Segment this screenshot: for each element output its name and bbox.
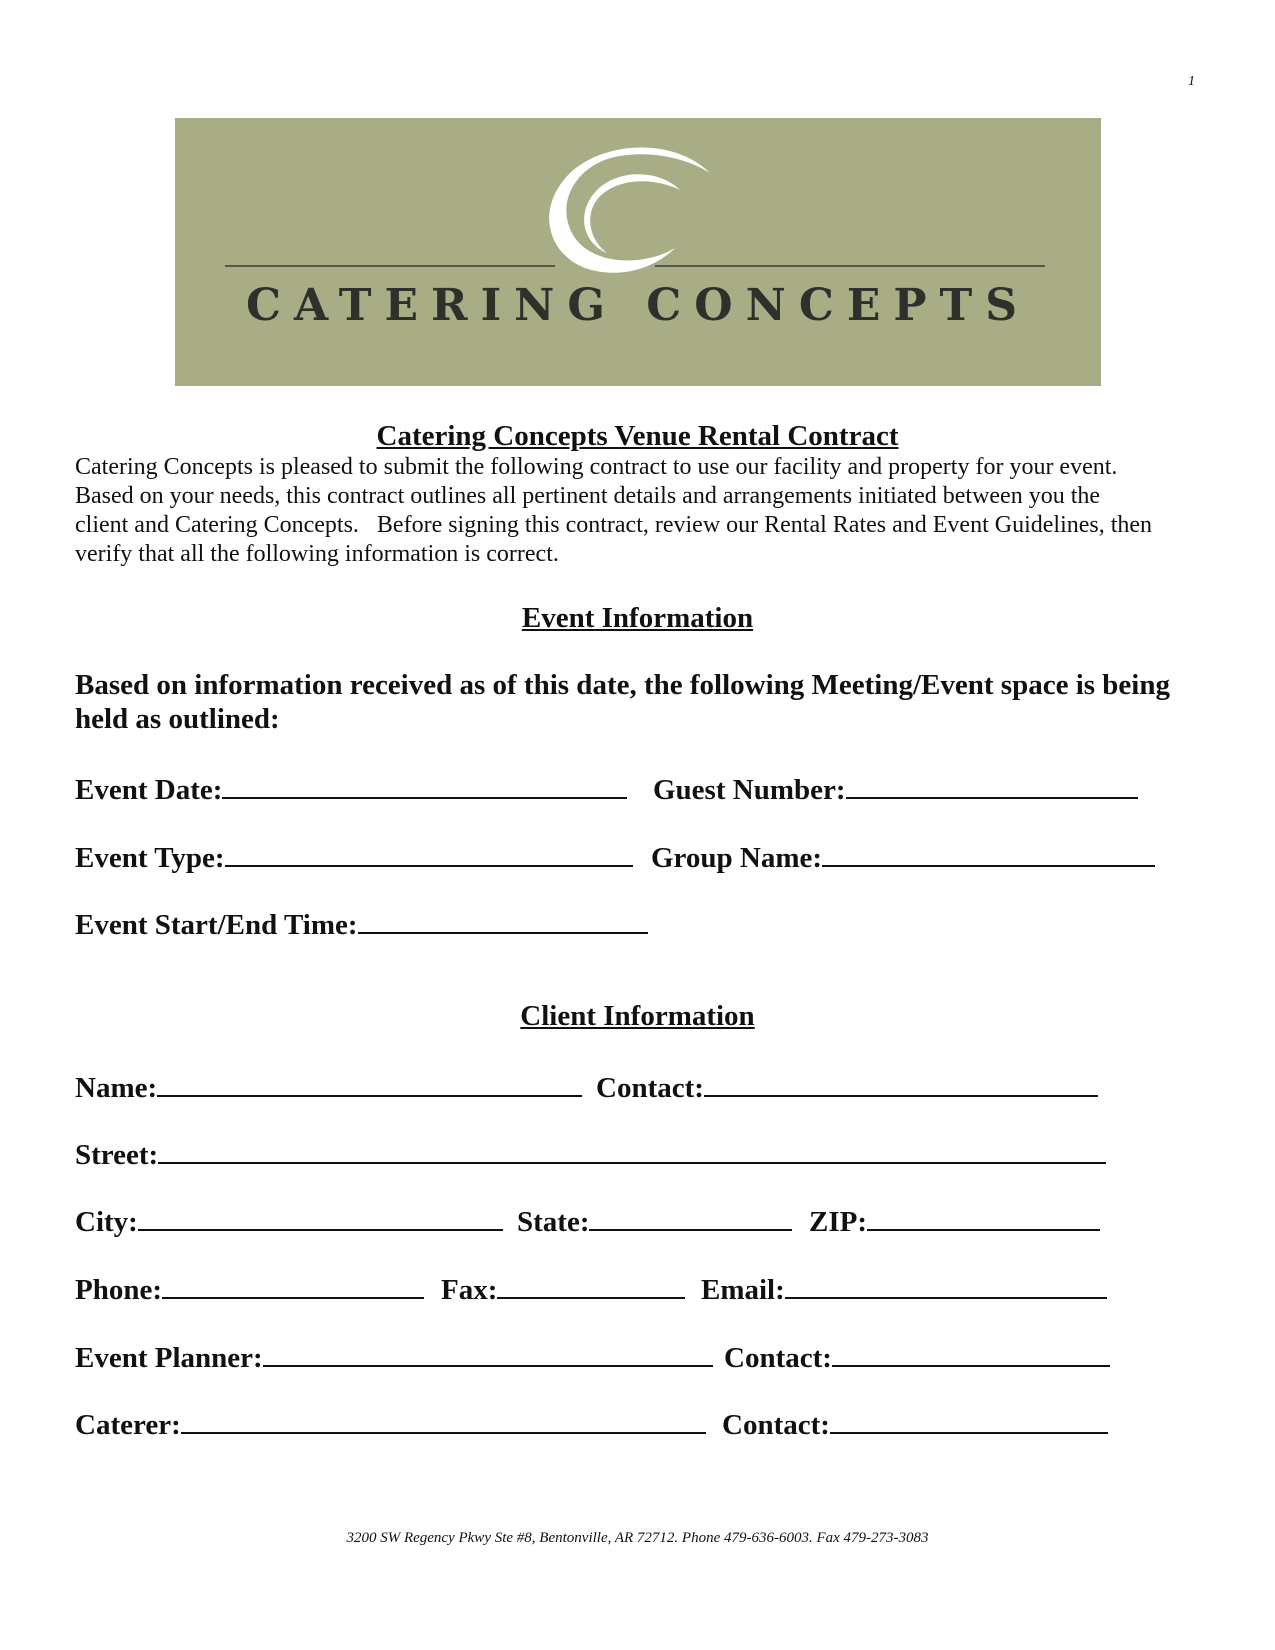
zip-field[interactable] <box>809 1202 1100 1239</box>
city-line[interactable] <box>138 1202 503 1231</box>
event-information-heading: Event Information <box>521 602 754 634</box>
state-label: State: <box>517 1206 590 1238</box>
event-planner-label: Event Planner: <box>75 1342 263 1374</box>
event-planner-field[interactable] <box>75 1338 713 1375</box>
logo-swirl-icon <box>175 118 1101 386</box>
group-name-field[interactable] <box>651 838 1155 875</box>
footer-address: 3200 SW Regency Pkwy Ste #8, Bentonville, AR 72712. Phone 479-636-6003. Fax 479-273-3083 <box>346 1530 929 1546</box>
caterer-field[interactable] <box>75 1405 706 1442</box>
planner-contact-line[interactable] <box>832 1338 1110 1367</box>
contact-line[interactable] <box>704 1068 1098 1097</box>
contact-label: Contact: <box>596 1072 704 1104</box>
client-information-heading: Client Information <box>520 1000 755 1032</box>
zip-line[interactable] <box>867 1202 1100 1231</box>
event-date-line[interactable] <box>222 770 627 799</box>
event-date-label: Event Date: <box>75 774 223 806</box>
guest-number-line[interactable] <box>846 770 1138 799</box>
event-type-line[interactable] <box>225 838 633 867</box>
street-field[interactable] <box>75 1135 1106 1172</box>
event-date-field[interactable] <box>75 770 627 807</box>
street-label: Street: <box>75 1139 159 1171</box>
phone-line[interactable] <box>162 1270 424 1299</box>
event-planner-line[interactable] <box>263 1338 713 1367</box>
phone-label: Phone: <box>75 1274 162 1306</box>
intro-line: verify that all the following information is correct. <box>75 541 559 567</box>
caterer-line[interactable] <box>181 1405 706 1434</box>
name-field[interactable] <box>75 1068 582 1105</box>
planner-contact-label: Contact: <box>724 1342 832 1374</box>
event-lead-text: Based on information received as of this date, the following Meeting/Event space is being held as outlined: <box>75 669 1170 735</box>
intro-line: Based on your needs, this contract outlines all pertinent details and arrangements initiated between you the <box>75 483 1101 509</box>
fax-label: Fax: <box>441 1274 498 1306</box>
state-line[interactable] <box>589 1202 792 1231</box>
planner-contact-field[interactable] <box>724 1338 1110 1375</box>
city-label: City: <box>75 1206 138 1238</box>
zip-label: ZIP: <box>809 1206 867 1238</box>
intro-paragraph <box>75 453 1210 569</box>
guest-number-field[interactable] <box>653 770 1138 807</box>
guest-number-label: Guest Number: <box>653 774 846 806</box>
event-type-label: Event Type: <box>75 842 225 874</box>
street-line[interactable] <box>158 1135 1106 1164</box>
event-time-label: Event Start/End Time: <box>75 909 358 941</box>
phone-field[interactable] <box>75 1270 424 1307</box>
email-line[interactable] <box>785 1270 1107 1299</box>
email-label: Email: <box>701 1274 785 1306</box>
caterer-contact-line[interactable] <box>830 1405 1108 1434</box>
fax-field[interactable] <box>441 1270 685 1307</box>
city-field[interactable] <box>75 1202 503 1239</box>
logo-wordmark: CATERING CONCEPTS <box>245 280 1031 331</box>
group-name-line[interactable] <box>822 838 1155 867</box>
intro-line: Catering Concepts is pleased to submit the following contract to use our facility and property for your event. <box>75 454 1118 480</box>
state-field[interactable] <box>517 1202 792 1239</box>
event-time-field[interactable] <box>75 905 648 942</box>
contact-field[interactable] <box>596 1068 1098 1105</box>
caterer-label: Caterer: <box>75 1409 181 1441</box>
caterer-contact-label: Contact: <box>722 1409 830 1441</box>
email-field[interactable] <box>701 1270 1107 1307</box>
name-label: Name: <box>75 1072 158 1104</box>
fax-line[interactable] <box>497 1270 685 1299</box>
document-title: Catering Concepts Venue Rental Contract <box>376 420 899 452</box>
page-number: 1 <box>1188 74 1195 89</box>
group-name-label: Group Name: <box>651 842 823 874</box>
intro-line: client and Catering Concepts. Before signing this contract, review our Rental Rates and Event Guidelines, then <box>75 512 1153 538</box>
event-type-field[interactable] <box>75 838 633 875</box>
company-logo-banner <box>175 118 1101 386</box>
name-line[interactable] <box>157 1068 582 1097</box>
caterer-contact-field[interactable] <box>722 1405 1108 1442</box>
event-time-line[interactable] <box>358 905 648 934</box>
